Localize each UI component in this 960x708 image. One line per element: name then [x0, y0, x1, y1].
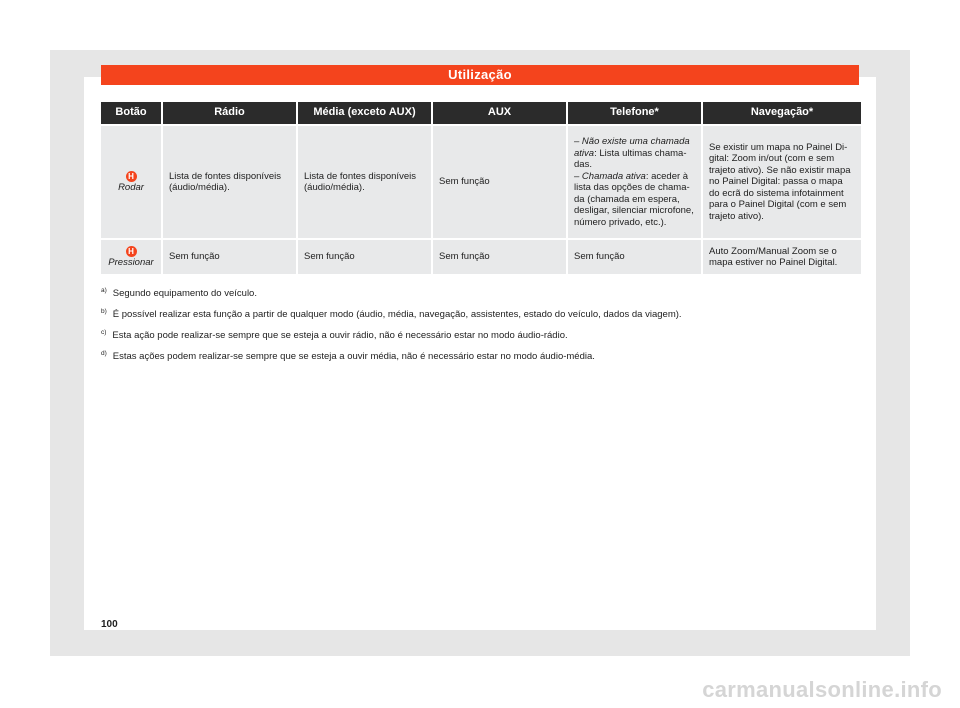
cell-radio: Lista de fontes disponíveis (áudio/média). — [163, 124, 296, 238]
header-media: Média (exceto AUX) — [298, 102, 431, 124]
footnote: $^{c)}$ Esta ação pode realizar-se sempre que se esteja a ouvir rádio, não é necessário estar no modo áudio-rádio. — [101, 329, 568, 341]
cell-media: Lista de fontes disponíveis (áudio/média). — [298, 124, 431, 238]
header-telefone: Telefone* — [568, 102, 701, 124]
phone-lead-2: – Chamada ativa — [574, 170, 646, 182]
cell-aux: Sem função — [433, 124, 566, 238]
footnote: $^{a)}$ Segundo equipamento do veículo. — [101, 287, 257, 299]
cell-radio: Sem função — [163, 238, 296, 274]
table-row — [101, 124, 861, 238]
watermark: carmanualsonline.info — [702, 677, 942, 702]
footnote: $^{b)}$ É possível realizar esta função a partir de qualquer modo (áudio, média, navegação, assistentes, estado do veículo, dados da viagem). — [101, 308, 682, 320]
cell-media: Sem função — [298, 238, 431, 274]
phone-lead-1: – Não existe uma chamada ativa — [574, 136, 690, 159]
action-label: Pressionar — [108, 257, 154, 268]
section-banner: Utilização — [101, 65, 859, 85]
cell-aux: Sem função — [433, 238, 566, 274]
controls-table — [99, 102, 863, 274]
header-navegacao: Navegação* — [703, 102, 861, 124]
cell-navegacao: Se existir um mapa no Painel Digital: Zoom in/out (com e sem trajeto ativo). Se não existir mapa no Painel Digital: passa o mapa do ecrã do sistema infotainment para o Painel Digital (com e sem trajeto ativo). — [703, 124, 861, 238]
h-button-icon: H — [126, 246, 137, 257]
footnotes — [101, 282, 861, 366]
cell-telefone — [568, 124, 701, 238]
table-row — [101, 238, 861, 274]
table-header-row — [101, 102, 861, 124]
header-radio: Rádio — [163, 102, 296, 124]
cell-button-rodar — [101, 124, 161, 238]
footnote: $^{d)}$ Estas ações podem realizar-se sempre que se esteja a ouvir média, não é necessário estar no modo áudio-média. — [101, 350, 595, 362]
header-botao: Botão — [101, 102, 161, 124]
phone-text-1: : Lista ultimas chamadas. — [574, 147, 687, 170]
phone-text-2: : aceder à lista das opções de chamada (chamada em espera, desligar, silenciar microfone, número privado, etc.). — [574, 170, 694, 228]
cell-navegacao: Auto Zoom/Manual Zoom se o mapa estiver no Painel Digital. — [703, 238, 861, 274]
h-button-icon: H — [126, 171, 137, 182]
header-aux: AUX — [433, 102, 566, 124]
action-label: Rodar — [118, 182, 144, 193]
page-number: 100 — [101, 619, 118, 630]
cell-telefone: Sem função — [568, 238, 701, 274]
cell-button-pressionar — [101, 238, 161, 274]
